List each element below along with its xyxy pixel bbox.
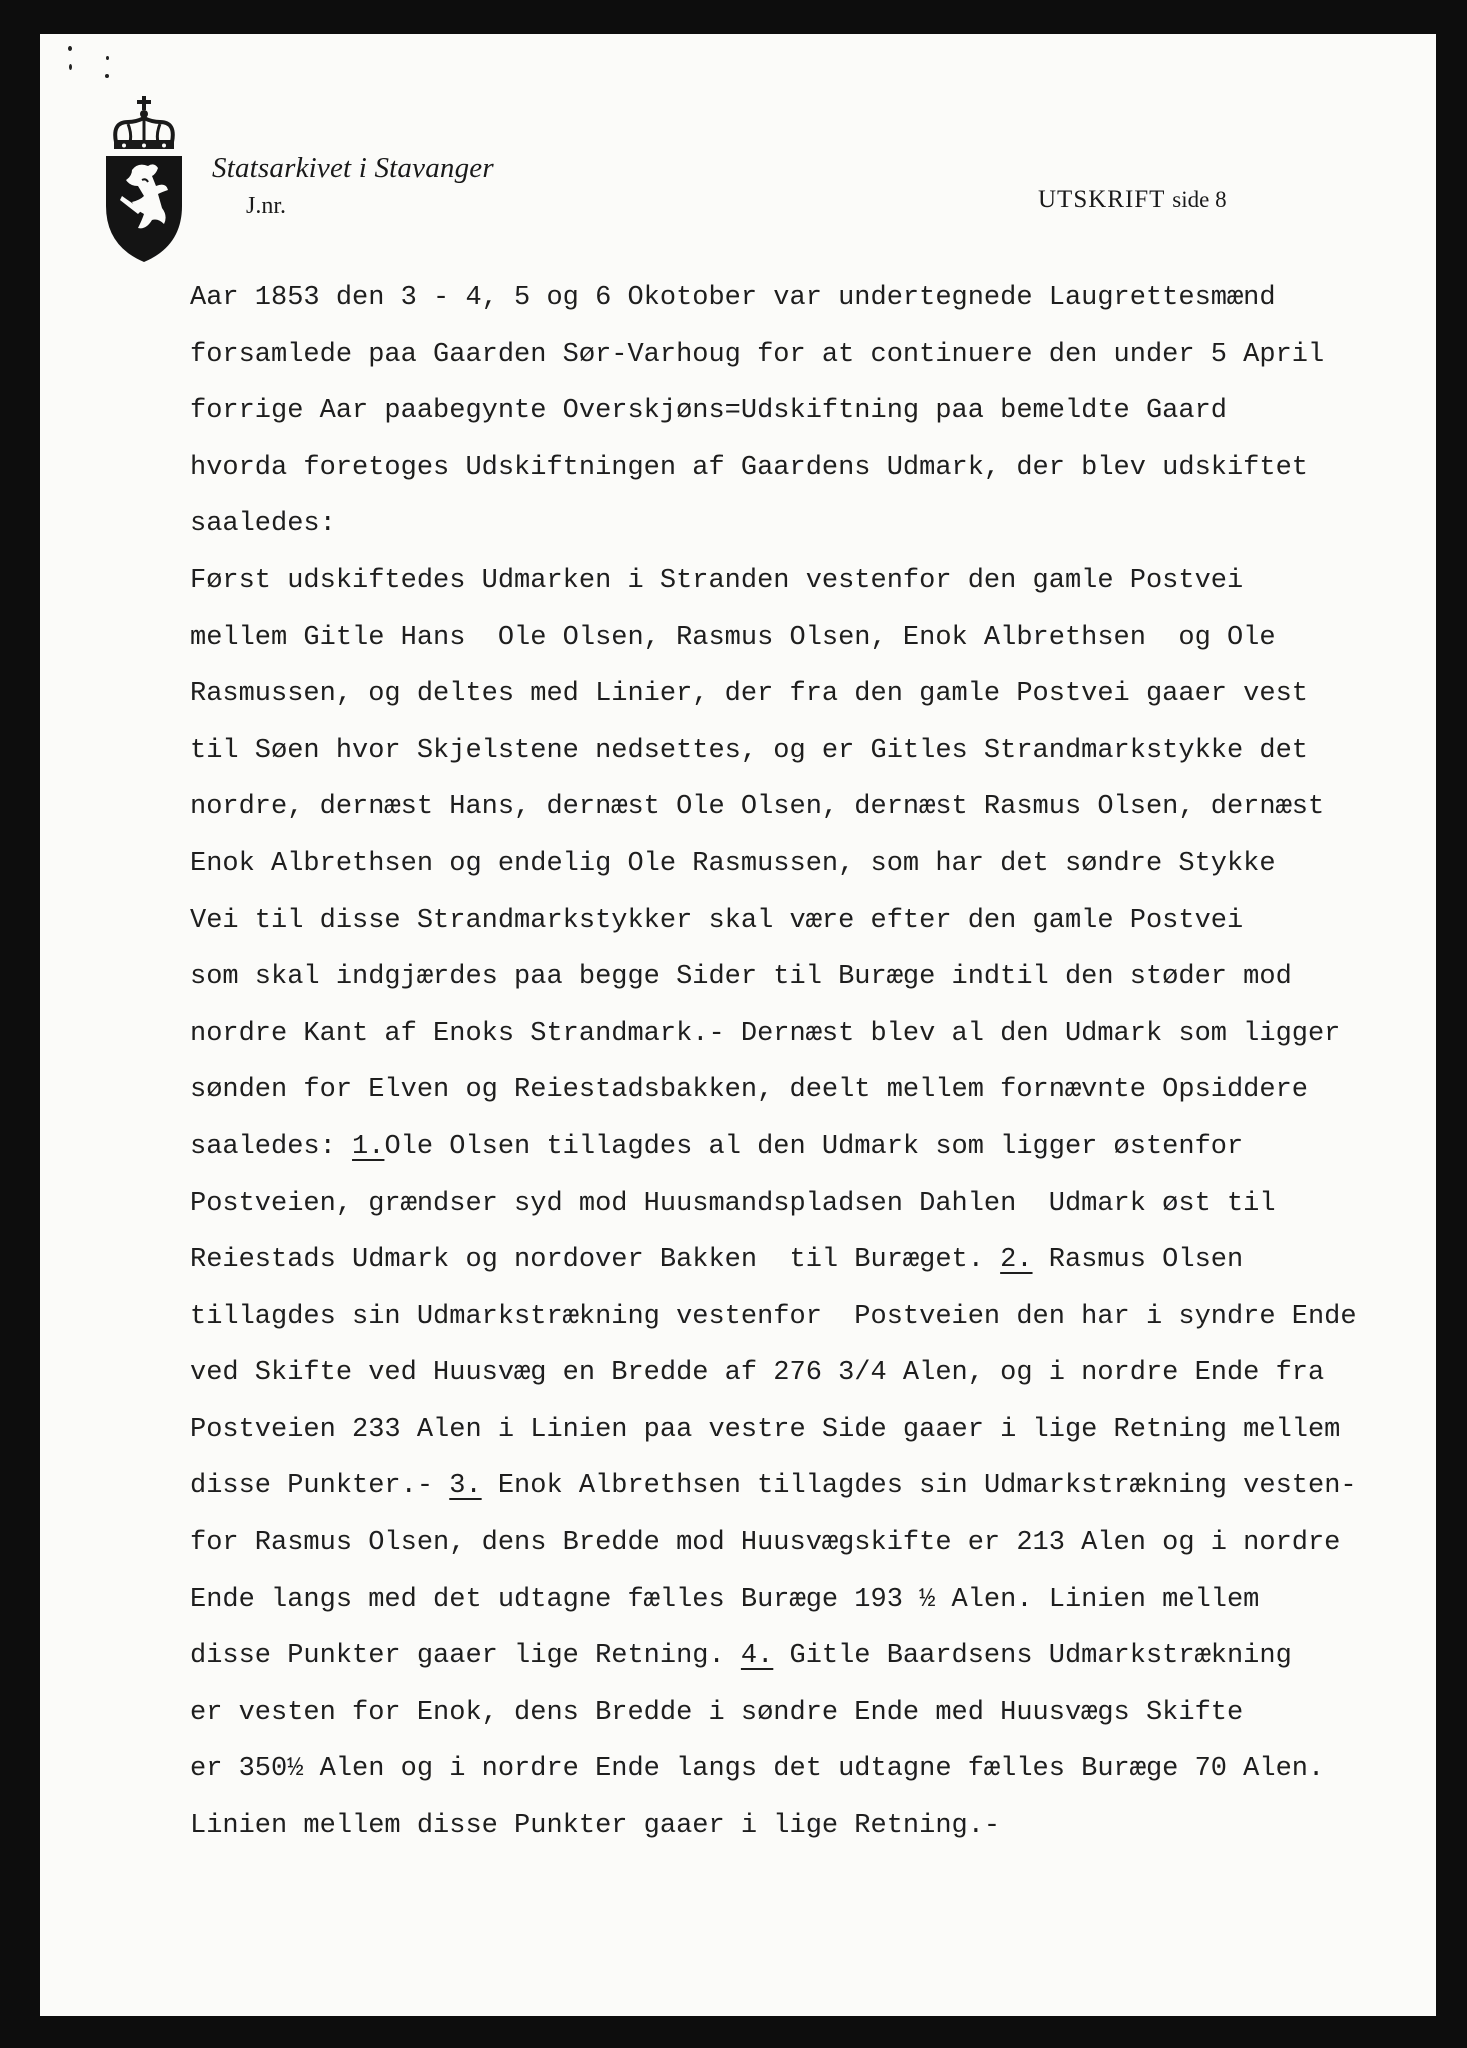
item-number: 2. <box>1000 1245 1033 1276</box>
document-title: UTSKRIFT <box>1038 186 1166 213</box>
text-line <box>190 1119 1450 1176</box>
text-line: Aar 1853 den 3 - 4, 5 og 6 Okotober var undertegnede Laugrettesmænd <box>190 283 1276 313</box>
letterhead <box>212 152 494 220</box>
norwegian-coat-of-arms-icon <box>102 96 186 266</box>
text-segment: Ole Olsen tillagdes al den Udmark som ligger østenfor <box>384 1131 1244 1162</box>
item-number: 3. <box>449 1471 482 1502</box>
text-line <box>190 1458 1450 1515</box>
text-line: er vesten for Enok, dens Bredde i søndre Ende med Huusvægs Skifte <box>190 1697 1244 1728</box>
text-line: Linien mellem disse Punkter gaaer i lige Retning.- <box>190 1811 1001 1842</box>
ink-speck <box>68 46 72 51</box>
text-segment: disse Punkter gaaer lige Retning. <box>190 1641 741 1672</box>
text-segment: Enok Albrethsen tillagdes sin Udmarkstrækning vesten- <box>481 1471 1357 1502</box>
text-line <box>190 1232 1450 1289</box>
text-segment: Rasmus Olsen <box>1032 1245 1244 1276</box>
text-line: Postveien, grændser syd mod Huusmandspladsen Dahlen Udmark øst til <box>190 1188 1276 1219</box>
text-segment: Gitle Baardsens Udmarkstrækning <box>773 1641 1292 1672</box>
text-line: ved Skifte ved Huusvæg en Bredde af 276 3/4 Alen, og i nordre Ende fra <box>190 1358 1325 1389</box>
text-line: Rasmussen, og deltes med Linier, der fra den gamle Postvei gaaer vest <box>190 679 1308 710</box>
text-line: hvorda foretoges Udskiftningen af Gaardens Udmark, der blev udskiftet <box>190 452 1308 483</box>
text-line: for Rasmus Olsen, dens Bredde mod Huusvægskifte er 213 Alen og i nordre <box>190 1528 1341 1559</box>
text-line: tillagdes sin Udmarkstrækning vestenfor Postveien den har i syndre Ende <box>190 1301 1357 1332</box>
text-line: forsamlede paa Gaarden Sør-Varhoug for at continuere den under 5 April <box>190 339 1325 370</box>
item-number: 1. <box>352 1131 385 1162</box>
text-line: Enok Albrethsen og endelig Ole Rasmussen, som har det søndre Stykke <box>190 848 1276 879</box>
document-page <box>40 34 1436 2016</box>
text-segment: disse Punkter.- <box>190 1471 450 1502</box>
text-line: Først udskiftedes Udmarken i Stranden vestenfor den gamle Postvei <box>190 565 1244 596</box>
text-line: nordre, dernæst Hans, dernæst Ole Olsen, dernæst Rasmus Olsen, dernæst <box>190 792 1325 823</box>
text-line: som skal indgjærdes paa begge Sider til Buræge indtil den støder mod <box>190 962 1292 993</box>
text-line: nordre Kant af Enoks Strandmark.- Dernæst blev al den Udmark som ligger <box>190 1018 1341 1049</box>
text-line: mellem Gitle Hans Ole Olsen, Rasmus Olsen, Enok Albrethsen og Ole <box>190 622 1276 653</box>
text-line: saaledes: <box>190 509 336 540</box>
journal-number-label: J.nr. <box>246 193 287 219</box>
text-line: til Søen hvor Skjelstene nedsettes, og er Gitles Strandmarkstykke det <box>190 735 1308 766</box>
text-line: Postveien 233 Alen i Linien paa vestre Side gaaer i lige Retning mellem <box>190 1414 1341 1445</box>
page-number: side 8 <box>1172 187 1227 212</box>
ink-speck <box>69 64 72 70</box>
text-line: Ende langs med det udtagne fælles Buræge 193 ½ Alen. Linien mellem <box>190 1584 1260 1615</box>
text-line: Vei til disse Strandmarkstykker skal være efter den gamle Postvei <box>190 905 1244 936</box>
item-number: 4. <box>740 1641 774 1672</box>
text-segment: Reiestads Udmark og nordover Bakken til Buræget. <box>190 1245 1001 1276</box>
text-segment: saaledes: <box>190 1131 353 1162</box>
text-line: er 350½ Alen og i nordre Ende langs det udtagne fælles Buræge 70 Alen. <box>190 1754 1325 1785</box>
ink-speck <box>106 56 109 60</box>
ink-speck <box>105 74 109 78</box>
text-line <box>190 1628 1450 1685</box>
text-line: sønden for Elven og Reiestadsbakken, deelt mellem fornævnte Opsiddere <box>190 1075 1308 1106</box>
page-heading <box>1038 186 1227 214</box>
transcript-body <box>190 270 1450 1855</box>
archive-name: Statsarkivet i Stavanger <box>212 152 494 184</box>
text-line: forrige Aar paabegynte Overskjøns=Udskiftning paa bemeldte Gaard <box>190 396 1227 427</box>
